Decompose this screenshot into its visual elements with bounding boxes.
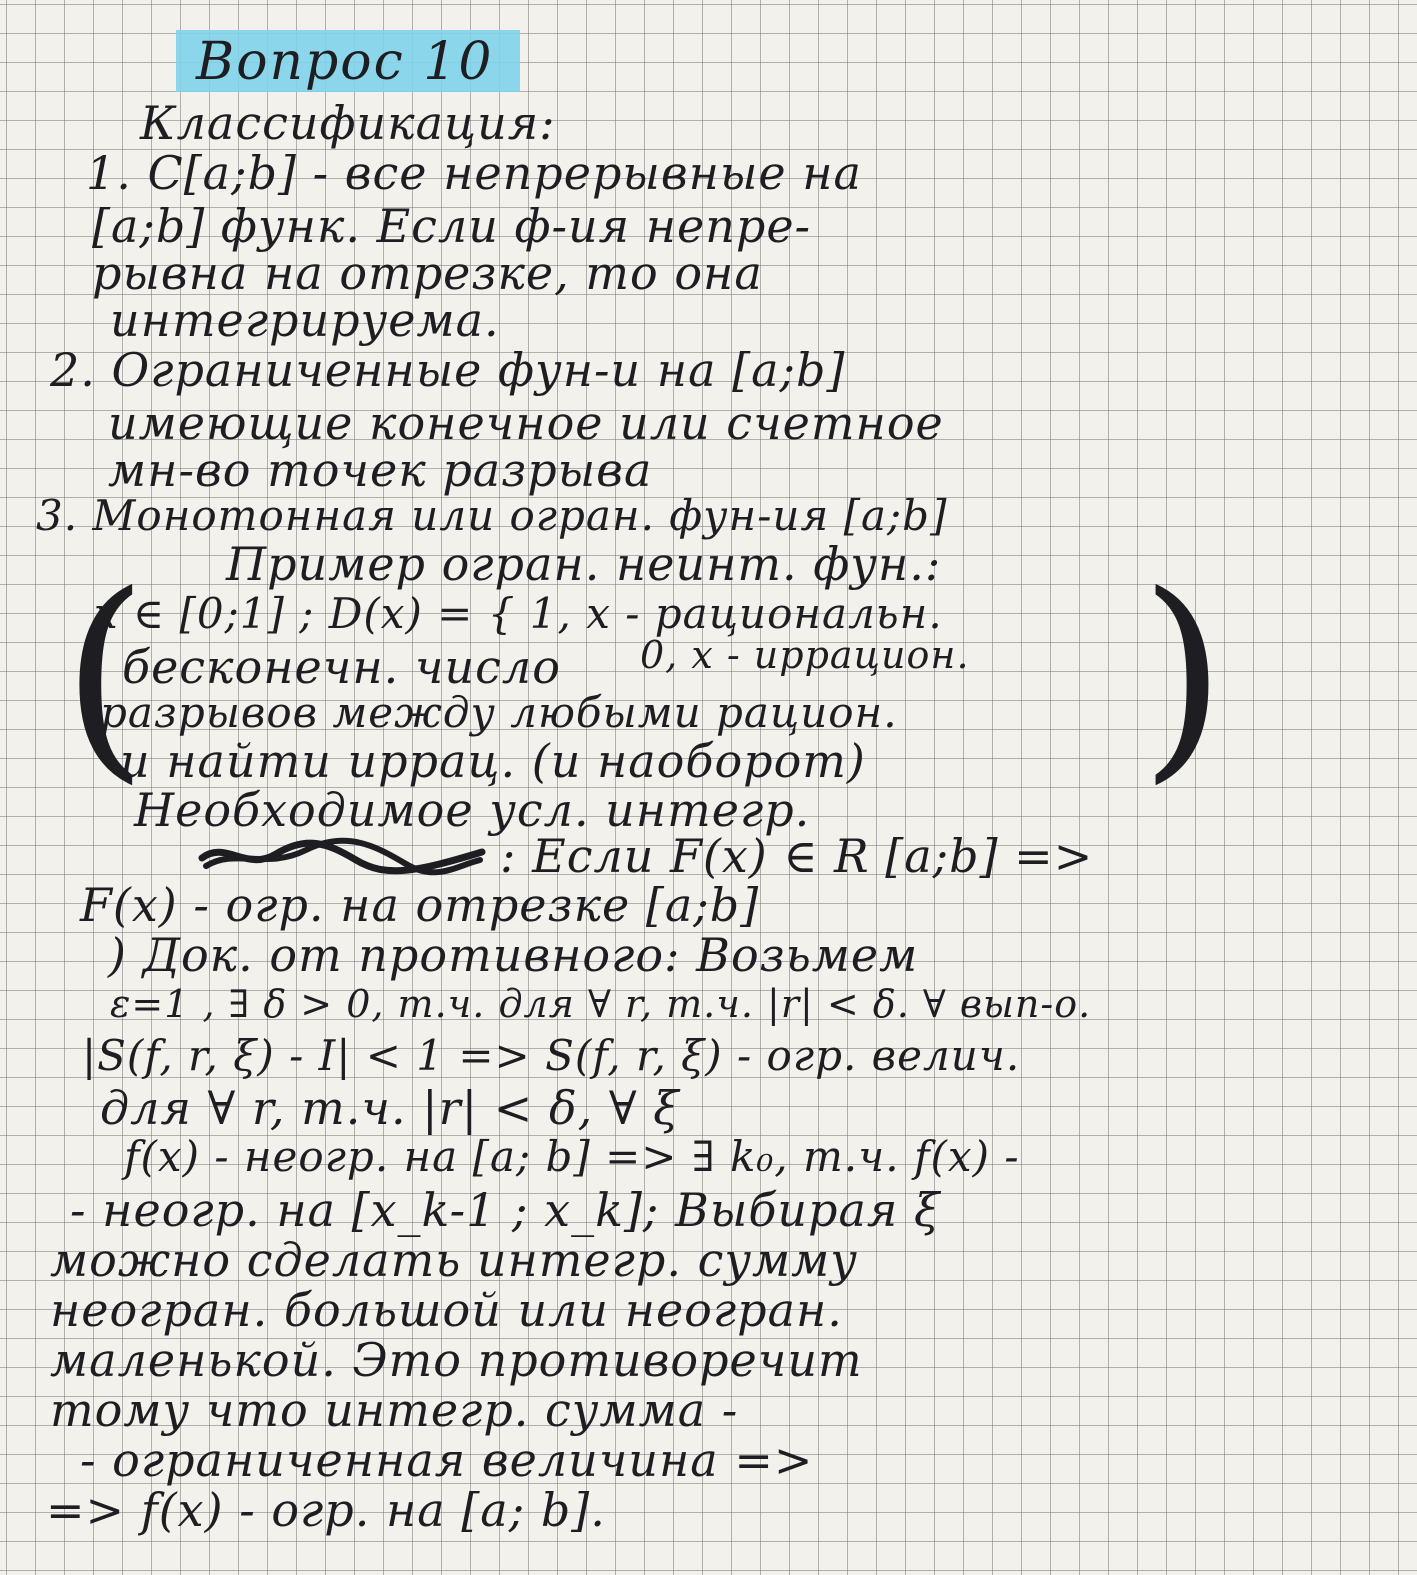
text-line: и найти иррац. (и наоборот) — [120, 734, 866, 788]
text-line: => f(x) - огр. на [a; b]. — [46, 1483, 606, 1537]
text-line: 0, x - иррацион. — [640, 633, 970, 677]
text-line: интегрируема. — [110, 293, 500, 347]
text-line: 1. C[a;b] - все непрерывные на — [86, 146, 862, 200]
text-line: можно сделать интегр. сумму — [50, 1233, 858, 1287]
text-line: для ∀ r, т.ч. |r| < δ, ∀ ξ — [100, 1081, 680, 1135]
text-line: - неогр. на [x_k-1 ; x_k]; Выбирая ξ — [70, 1183, 941, 1237]
text-line: f(x) - неогр. на [a; b] => ∃ k₀, т.ч. f(x) - — [124, 1132, 1020, 1181]
crossed-out-word — [196, 836, 486, 876]
text-line: : Если F(x) ∈ R [a;b] => — [500, 829, 1094, 883]
text-line: [a;b] функ. Если ф-ия непре- — [92, 199, 812, 253]
text-line: F(x) - огр. на отрезке [a;b] — [80, 878, 760, 932]
text-line: маленькой. Это противоречит — [50, 1333, 863, 1387]
text-line: разрывов между любыми рацион. — [100, 688, 898, 737]
text-line: имеющие конечное или счетное — [108, 396, 944, 450]
text-line: рывна на отрезке, то она — [92, 246, 763, 300]
text-line: x ∈ [0;1] ; D(x) = { 1, x - рациональн. — [94, 589, 943, 638]
text-line: - ограниченная величина => — [80, 1433, 814, 1487]
page-title: Вопрос 10 — [196, 32, 494, 92]
text-line: Пример огран. неинт. фун.: — [226, 537, 942, 591]
text-line: ) Док. от противного: Возьмем — [108, 928, 919, 982]
text-line: тому что интегр. сумма - — [50, 1383, 739, 1437]
text-line: мн-во точек разрыва — [108, 443, 653, 497]
right-parenthesis: ) — [1140, 547, 1226, 803]
text-line: бесконечн. число — [122, 640, 561, 694]
text-line: 3. Монотонная или огран. фун-ия [a;b] — [36, 491, 948, 540]
text-line: Необходимое усл. интегр. — [134, 783, 811, 837]
text-line: Классификация: — [140, 96, 556, 150]
text-line: ε=1 , ∃ δ > 0, т.ч. для ∀ r, т.ч. |r| < δ. ∀ вып-о. — [110, 982, 1092, 1026]
text-line: неогран. большой или неогран. — [50, 1283, 843, 1337]
text-line: 2. Ограниченные фун-и на [a;b] — [50, 343, 846, 397]
text-line: |S(f, r, ξ) - I| < 1 => S(f, r, ξ) - огр. велич. — [82, 1031, 1021, 1080]
left-parenthesis: ( — [62, 547, 148, 803]
